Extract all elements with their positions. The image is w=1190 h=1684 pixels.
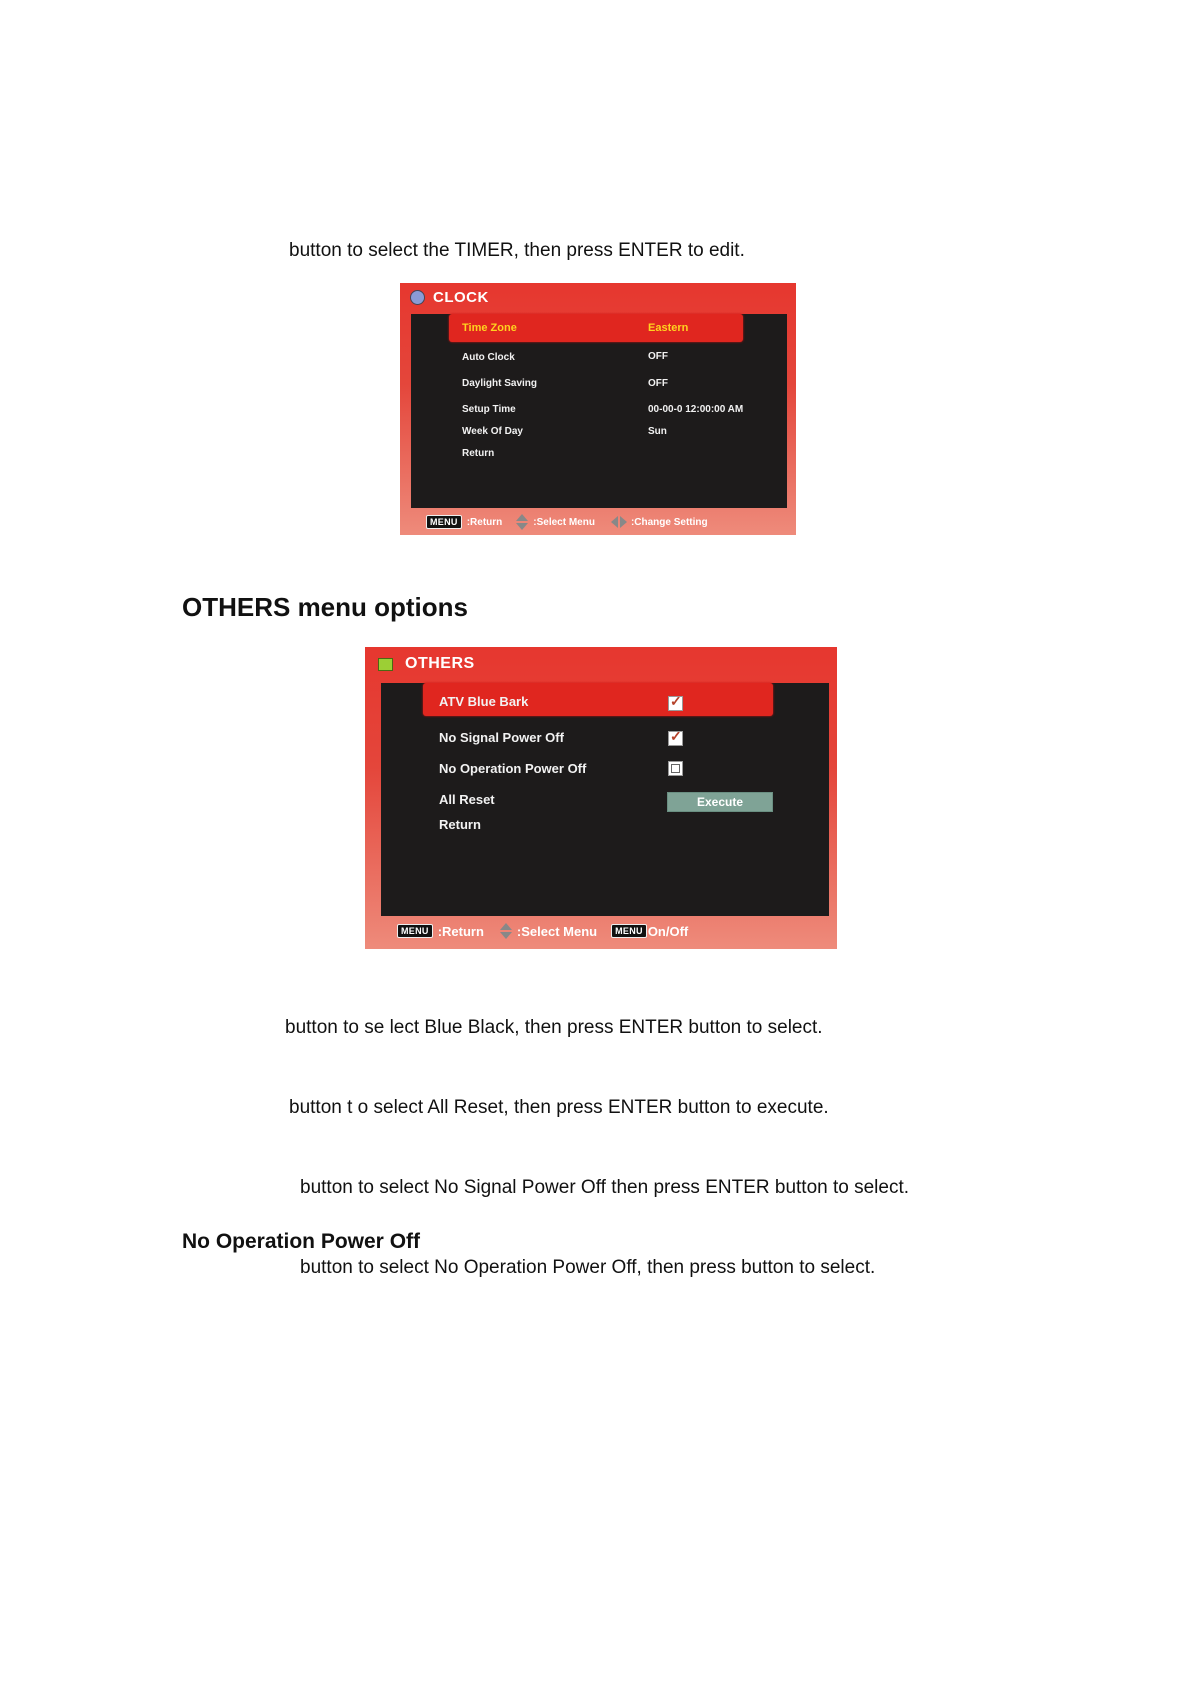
others-row-label: Return [439,817,481,832]
checkbox-checked-icon [668,696,683,711]
clock-row-value: 00-00-0 12:00:00 AM [648,404,744,415]
footer-return-label: :Return [437,923,484,939]
others-menu-title: OTHERS [405,655,475,672]
clock-menu-title: CLOCK [433,289,489,306]
others-heading: OTHERS menu options [182,592,468,622]
instruction-no-signal: button to select No Signal Power Off then press ENTER button to select. [300,1177,910,1198]
clock-row-value: OFF [648,378,668,389]
clock-menu-screenshot [400,283,796,535]
footer-change-label: :Change Setting [630,516,708,528]
instruction-no-operation: button to select No Operation Power Off, then press button to select. [300,1257,876,1278]
clock-row-value: OFF [648,351,668,362]
clock-row-value: Eastern [648,322,689,334]
others-row-label: No Operation Power Off [439,761,587,776]
up-down-arrow-icon [516,514,528,530]
others-row-label: All Reset [439,792,495,807]
clock-row-label: Setup Time [462,404,516,415]
up-down-arrow-icon [500,923,512,939]
others-row-label: ATV Blue Bark [439,694,529,709]
footer-return-label: :Return [466,516,503,528]
checkbox-unchecked-icon [668,761,683,776]
checkbox-checked-icon [668,731,683,746]
clock-row-label: Return [462,448,495,459]
footer-onoff-label: On/Off [647,923,689,939]
clock-row-label: Auto Clock [462,352,515,363]
clock-row-label: Daylight Saving [462,378,538,389]
menu-key-icon: MENU [611,924,647,938]
no-operation-heading: No Operation Power Off [182,1230,421,1253]
left-right-arrow-icon [611,516,627,528]
footer-select-label: :Select Menu [516,923,598,939]
footer-select-label: :Select Menu [533,516,595,528]
others-menu-footer [397,923,688,939]
intro-text: button to select the TIMER, then press ENTER to edit. [289,240,745,261]
instruction-all-reset: button t o select All Reset, then press ENTER button to execute. [289,1097,829,1118]
instruction-blue-black: button to se lect Blue Black, then press ENTER button to select. [285,1017,823,1038]
menu-key-icon: MENU [426,515,462,529]
others-menu-screenshot [365,647,837,949]
others-row-label: No Signal Power Off [439,730,564,745]
clock-menu-footer [426,514,708,530]
menu-key-icon: MENU [397,924,433,938]
clock-icon [410,290,425,305]
execute-button: Execute [667,792,773,812]
clock-row-label: Time Zone [462,322,517,334]
others-icon [378,658,393,671]
clock-row-label: Week Of Day [462,426,523,437]
clock-row-value: Sun [648,426,667,437]
